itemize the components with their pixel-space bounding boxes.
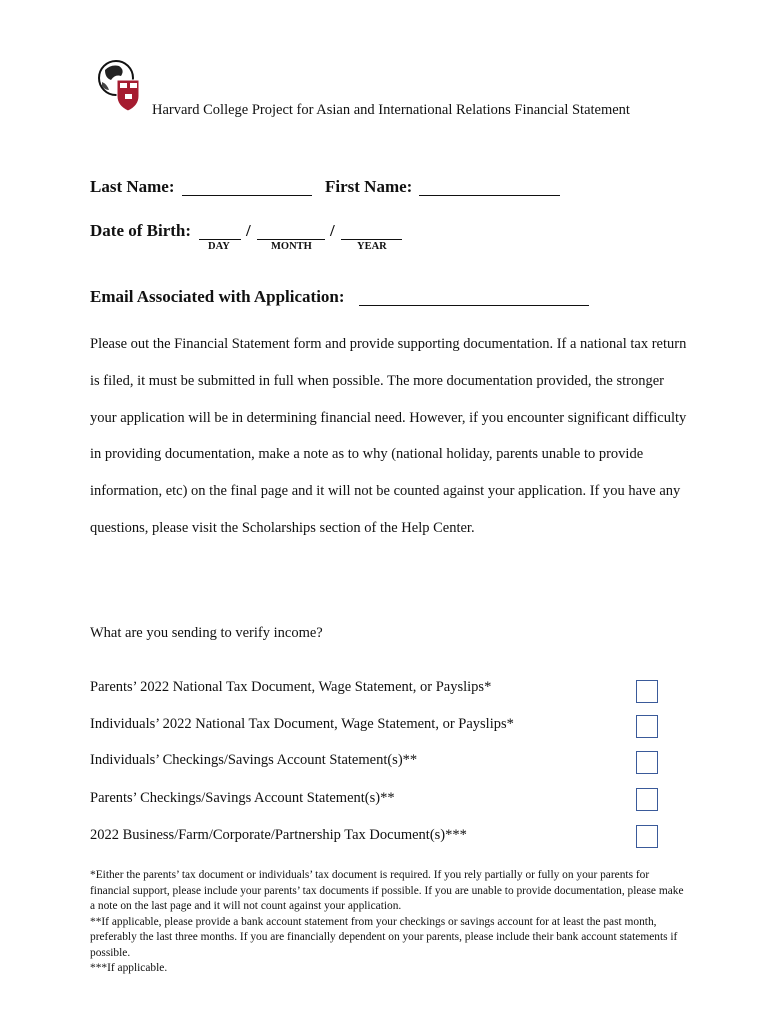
- year-caption: YEAR: [357, 241, 387, 252]
- option-label: Individuals’ 2022 National Tax Document, Wage Statement, or Payslips*: [90, 716, 514, 732]
- first-name-label: First Name:: [325, 177, 413, 196]
- option-checkbox-individuals-bank[interactable]: [636, 751, 658, 774]
- footnote-3: ***If applicable.: [90, 962, 168, 974]
- income-question: What are you sending to verify income?: [90, 625, 323, 641]
- last-name-field[interactable]: [182, 181, 312, 196]
- footnotes: [90, 868, 690, 977]
- month-caption: MONTH: [271, 241, 312, 252]
- email-field[interactable]: [359, 291, 589, 306]
- footnote-2: **If applicable, please provide a bank account statement from your checkings or savings account for at least the past month, preferably the last three months. If you are financially dependent on your parents, please include their bank account statements if possible.: [90, 915, 678, 959]
- last-name-label: Last Name:: [90, 177, 175, 196]
- option-label: Parents’ Checkings/Savings Account Statement(s)**: [90, 790, 395, 806]
- document-title: Harvard College Project for Asian and International Relations Financial Statement: [152, 102, 630, 118]
- option-label: 2022 Business/Farm/Corporate/Partnership Tax Document(s)***: [90, 827, 467, 843]
- option-checkbox-individuals-tax[interactable]: [636, 715, 658, 738]
- instructions-text: Please out the Financial Statement form and provide supporting documentation. If a national tax return is filed, it must be submitted in full when possible. The more documentation provided, the stronger your application will be in determining financial need. However, if you encounter significant difficulty in providing documentation, make a note as to why (national holiday, parents unable to provide information, etc) on the final page and it will not be counted against your application. If you have any questions, please visit the Scholarships section of the Help Center.: [90, 336, 687, 536]
- dob-separator: /: [246, 221, 251, 240]
- dob-year-field[interactable]: [341, 225, 402, 240]
- dob-day-field[interactable]: [199, 225, 241, 240]
- option-checkbox-parents-bank[interactable]: [636, 788, 658, 811]
- instructions-paragraph: [90, 326, 690, 547]
- dob-label: Date of Birth:: [90, 221, 192, 240]
- dob-separator: /: [330, 221, 335, 240]
- footnote-1: *Either the parents’ tax document or individuals’ tax document is required. If you rely partially or fully on your parents for financial support, please include your parents’ tax documents if possible. If you are unable to provide documentation, please make a note on the last page and it will not count against your application.: [90, 869, 684, 912]
- option-checkbox-business-tax[interactable]: [636, 825, 658, 848]
- option-label: Parents’ 2022 National Tax Document, Wage Statement, or Payslips*: [90, 679, 492, 695]
- option-checkbox-parents-tax[interactable]: [636, 680, 658, 703]
- email-label: Email Associated with Application:: [90, 287, 345, 306]
- first-name-field[interactable]: [419, 181, 560, 196]
- day-caption: DAY: [208, 241, 230, 252]
- option-label: Individuals’ Checkings/Savings Account Statement(s)**: [90, 752, 418, 768]
- dob-month-field[interactable]: [257, 225, 325, 240]
- globe-shield-logo-icon: [97, 58, 143, 112]
